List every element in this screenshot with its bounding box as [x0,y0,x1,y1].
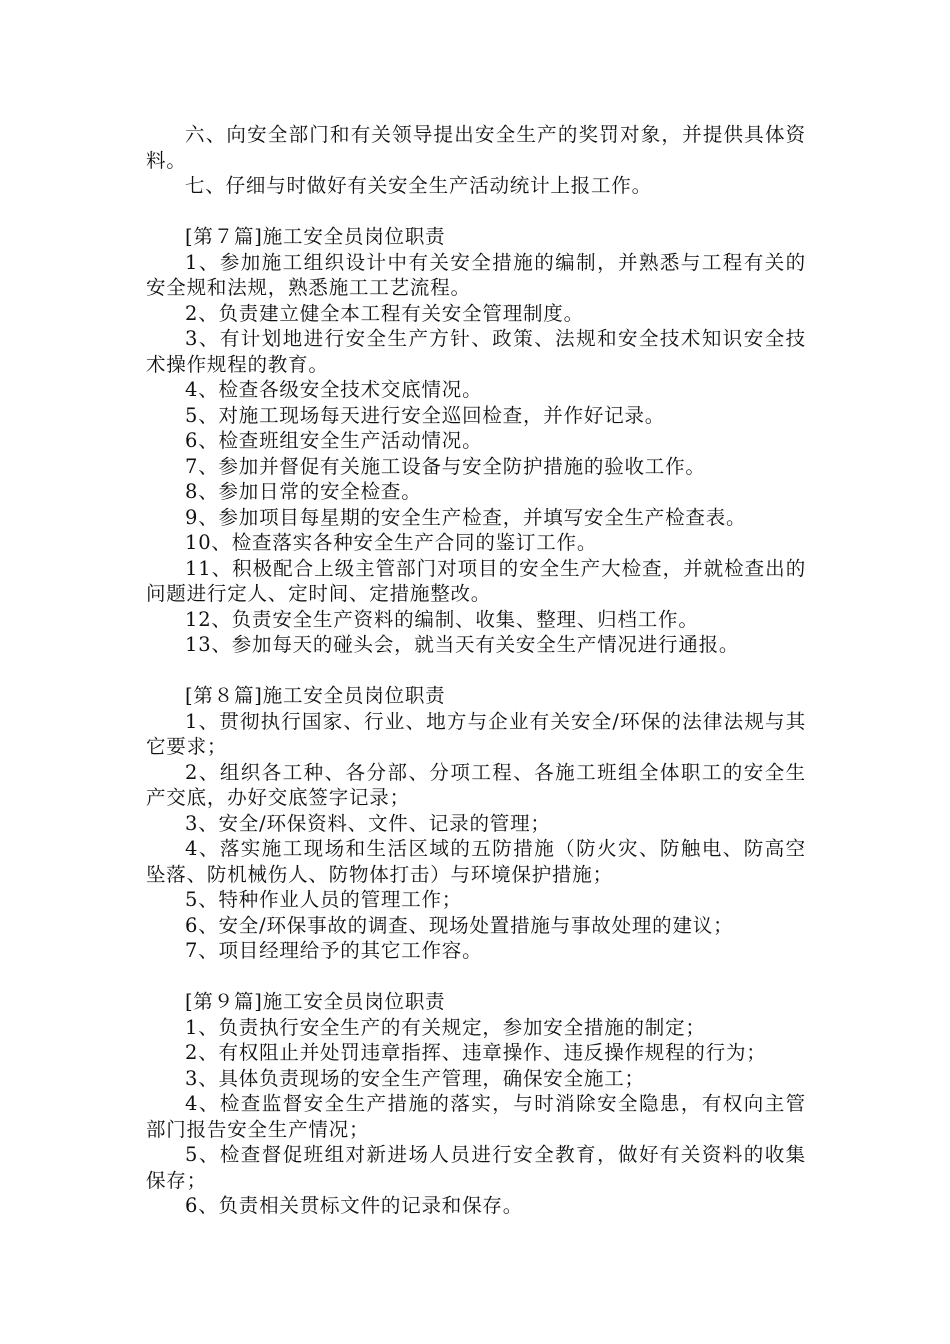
paragraph: 七、仔细与时做好有关安全生产活动统计上报工作。 [185,174,652,197]
paragraph: 1、参加施工组织设计中有关安全措施的编制，并熟悉与工程有关的安全规和法规，熟悉施工工艺流程。 [146,250,806,299]
paragraph: 6、负责相关贯标文件的记录和保存。 [185,1194,524,1217]
paragraph: 10、检查落实各种安全生产合同的鉴订工作。 [185,531,598,554]
section-heading: [第７篇]施工安全员岗位职责 [185,225,446,248]
paragraph: 6、安全/环保事故的调查、现场处置措施与事故处理的建议； [185,913,734,937]
paragraph: 13、参加每天的碰头会，就当天有关安全生产情况进行通报。 [185,633,740,656]
paragraph: 5、检查督促班组对新进场人员进行安全教育，做好有关资料的收集保存； [146,1143,806,1192]
paragraph: 3、安全/环保资料、文件、记录的管理； [185,811,551,835]
paragraph: 4、落实施工现场和生活区域的五防措施（防火灾、防触电、防高空坠落、防机械伤人、防物体打击）与环境保护措施； [146,837,806,886]
paragraph: 1、负责执行安全生产的有关规定，参加安全措施的制定； [185,1015,706,1039]
paragraph: 1、贯彻执行国家、行业、地方与企业有关安全/环保的法律法规与其它要求； [146,709,806,758]
paragraph: 2、组织各工种、各分部、分项工程、各施工班组全体职工的安全生产交底，办好交底签字记录； [146,760,806,809]
paragraph: 3、有计划地进行安全生产方针、政策、法规和安全技术知识安全技术操作规程的教育。 [146,327,806,376]
paragraph: 5、特种作业人员的管理工作； [185,888,463,911]
paragraph: 6、检查班组安全生产活动情况。 [185,429,483,452]
paragraph: 3、具体负责现场的安全生产管理，确保安全施工； [185,1066,645,1090]
section-spacer [146,964,806,990]
section-spacer [146,199,806,225]
paragraph: 12、负责安全生产资料的编制、收集、整理、归档工作。 [185,607,699,631]
document-page [146,122,806,1219]
section-heading: [第８篇]施工安全员岗位职责 [185,684,446,707]
paragraph: 9、参加项目每星期的安全生产检查，并填写安全生产检查表。 [185,505,747,529]
section-spacer [146,658,806,684]
paragraph: 六、向安全部门和有关领导提出安全生产的奖罚对象，并提供具体资料。 [146,123,806,172]
paragraph: 7、参加并督促有关施工设备与安全防护措施的验收工作。 [185,454,706,478]
paragraph: 11、积极配合上级主管部门对项目的安全生产大检查，并就检查出的问题进行定人、定时间、定措施整改。 [146,556,806,605]
paragraph: 2、有权阻止并处罚违章指挥、违章操作、违反操作规程的行为； [185,1041,767,1064]
paragraph: 8、参加日常的安全检查。 [185,480,422,503]
section-heading: [第９篇]施工安全员岗位职责 [185,990,446,1013]
paragraph: 7、项目经理给予的其它工作容。 [185,939,483,962]
paragraph: 4、检查监督安全生产措施的落实，与时消除安全隐患，有权向主管部门报告安全生产情况； [146,1092,806,1141]
paragraph: 2、负责建立健全本工程有关安全管理制度。 [185,301,584,325]
paragraph: 4、检查各级安全技术交底情况。 [185,378,483,401]
paragraph: 5、对施工现场每天进行安全巡回检查，并作好记录。 [185,403,666,427]
